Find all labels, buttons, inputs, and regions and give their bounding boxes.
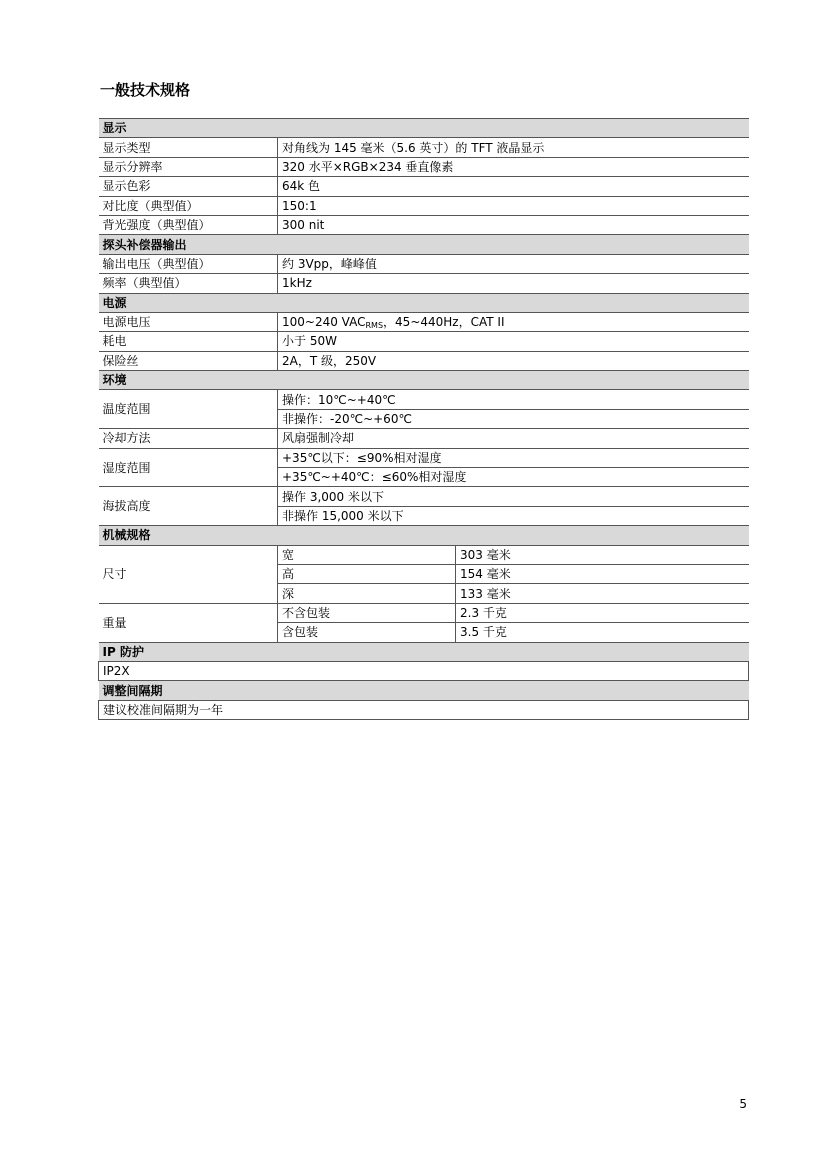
row-label: 电源电压	[99, 312, 278, 331]
row-value: 3.5 千克	[456, 623, 749, 642]
table-row	[99, 545, 749, 564]
table-row	[99, 487, 749, 506]
section-header-mechanical	[99, 526, 749, 545]
section-title: 调整间隔期	[99, 681, 749, 700]
table-row	[99, 332, 749, 351]
row-value: 133 毫米	[456, 584, 749, 603]
section-title: 机械规格	[99, 526, 749, 545]
row-value: +35℃以下：≤90%相对湿度	[278, 448, 749, 467]
table-row	[99, 603, 749, 622]
row-value: 1kHz	[278, 274, 749, 293]
row-value: 2A，T 级，250V	[278, 351, 749, 370]
sub-label: 含包装	[278, 623, 456, 642]
table-row	[99, 448, 749, 467]
row-value: 300 nit	[278, 215, 749, 234]
spec-table	[98, 118, 749, 720]
row-label: 显示分辨率	[99, 157, 278, 176]
row-label: 尺寸	[99, 545, 278, 603]
table-row	[99, 215, 749, 234]
sub-label: 高	[278, 564, 456, 583]
table-row	[99, 254, 749, 273]
sub-label: 不含包装	[278, 603, 456, 622]
section-header-ip	[99, 642, 749, 661]
table-row	[99, 661, 749, 680]
row-value: +35℃~+40℃：≤60%相对湿度	[278, 468, 749, 487]
section-title: 探头补偿器输出	[99, 235, 749, 254]
section-title: IP 防护	[99, 642, 749, 661]
row-label: 频率（典型值）	[99, 274, 278, 293]
row-value: 建议校准间隔期为一年	[99, 700, 749, 719]
row-label: 温度范围	[99, 390, 278, 429]
row-value: 操作：10℃~+40℃	[278, 390, 749, 409]
table-row	[99, 274, 749, 293]
section-header-calibration	[99, 681, 749, 700]
row-value: 320 水平×RGB×234 垂直像素	[278, 157, 749, 176]
table-row	[99, 196, 749, 215]
row-value	[278, 312, 749, 331]
table-row	[99, 390, 749, 409]
row-value: 小于 50W	[278, 332, 749, 351]
page-number: 5	[739, 1097, 747, 1111]
row-label: 冷却方法	[99, 429, 278, 448]
row-value: 2.3 千克	[456, 603, 749, 622]
row-label: 背光强度（典型值）	[99, 215, 278, 234]
row-value: 64k 色	[278, 177, 749, 196]
section-header-probe	[99, 235, 749, 254]
row-value: 约 3Vpp，峰峰值	[278, 254, 749, 273]
frequency-text: ，45~440Hz，CAT II	[383, 315, 505, 330]
table-row	[99, 351, 749, 370]
table-row	[99, 177, 749, 196]
table-row	[99, 157, 749, 176]
row-label: 重量	[99, 603, 278, 642]
row-value: 非操作 15,000 米以下	[278, 506, 749, 525]
row-value: 非操作：-20℃~+60℃	[278, 409, 749, 428]
row-label: 保险丝	[99, 351, 278, 370]
row-value: 303 毫米	[456, 545, 749, 564]
rms-subscript: RMS	[365, 321, 384, 331]
row-label: 海拔高度	[99, 487, 278, 526]
row-label: 耗电	[99, 332, 278, 351]
table-row	[99, 429, 749, 448]
section-header-display	[99, 119, 749, 138]
row-label: 显示色彩	[99, 177, 278, 196]
row-value: 风扇强制冷却	[278, 429, 749, 448]
sub-label: 深	[278, 584, 456, 603]
sub-label: 宽	[278, 545, 456, 564]
row-label: 输出电压（典型值）	[99, 254, 278, 273]
row-value: IP2X	[99, 661, 749, 680]
section-title: 电源	[99, 293, 749, 312]
row-value: 154 毫米	[456, 564, 749, 583]
page-title: 一般技术规格	[100, 81, 191, 99]
section-title: 环境	[99, 371, 749, 390]
section-header-environment	[99, 371, 749, 390]
voltage-text: 100~240 VAC	[282, 315, 366, 330]
table-row	[99, 312, 749, 331]
table-row	[99, 700, 749, 719]
row-value: 对角线为 145 毫米（5.6 英寸）的 TFT 液晶显示	[278, 138, 749, 157]
section-header-power	[99, 293, 749, 312]
row-value: 操作 3,000 米以下	[278, 487, 749, 506]
row-value: 150:1	[278, 196, 749, 215]
section-title: 显示	[99, 119, 749, 138]
row-label: 显示类型	[99, 138, 278, 157]
row-label: 对比度（典型值）	[99, 196, 278, 215]
row-label: 湿度范围	[99, 448, 278, 487]
table-row	[99, 138, 749, 157]
